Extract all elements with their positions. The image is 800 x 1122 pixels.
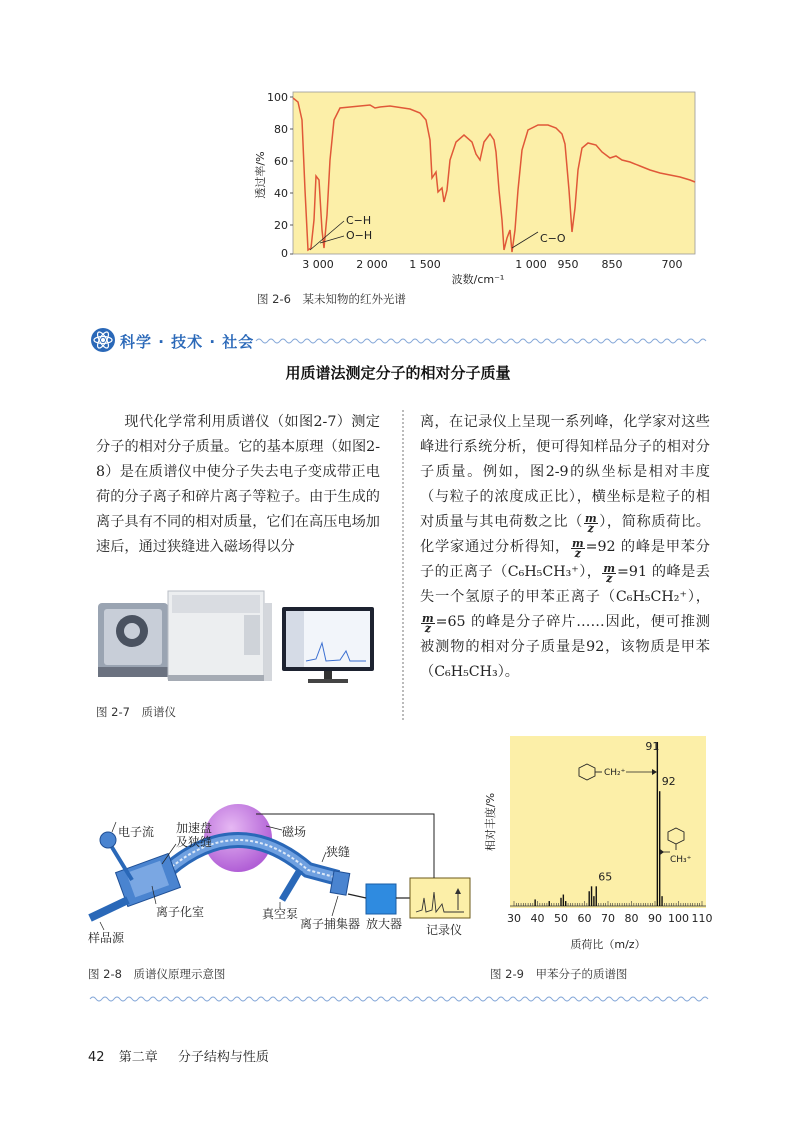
banner-wave-divider: [256, 337, 706, 345]
section-title: 用质谱法测定分子的相对分子质量: [285, 364, 511, 382]
ir-ytick: 40: [274, 187, 288, 200]
label-vacuum: 真空泵: [262, 907, 299, 921]
ir-xtick: 850: [601, 258, 623, 271]
right-text-3: =92 的峰是甲苯分子的正离子（C₆H₅CH₃⁺），: [420, 539, 710, 580]
right-text-2: ），简称质荷比。化学家通过分析得知，: [420, 514, 710, 555]
label-collector: 离子捕集器: [300, 917, 361, 931]
ms-ylabel: 相对丰度/%: [484, 792, 497, 852]
ion-92-label: CH₃⁺: [670, 855, 692, 865]
ms-xlabel: 质荷比（m/z）: [570, 938, 646, 951]
banner-title: 科学 · 技术 · 社会: [120, 333, 255, 351]
ir-xtick: 3 000: [302, 258, 334, 271]
label-electron: 电子流: [118, 825, 155, 839]
mass-spectrometer-schematic: [86, 800, 486, 950]
ir-ytick: 0: [281, 247, 288, 260]
ir-xtick: 1 500: [409, 258, 441, 271]
right-paragraph: [420, 410, 710, 685]
ir-ylabel: 透过率/%: [254, 151, 267, 199]
page-number: 42: [88, 1050, 105, 1065]
ms-xtick-label: 110: [691, 912, 713, 925]
ir-xtick: 2 000: [356, 258, 388, 271]
ir-ytick: 60: [274, 155, 288, 168]
ir-ytick: 20: [274, 219, 288, 232]
page-footer: [88, 1046, 269, 1065]
ir-xtick: 700: [661, 258, 683, 271]
right-text-4: =91 的峰是丢失一个氢原子的甲苯正离子（C₆H₅CH₂⁺），: [420, 564, 710, 605]
ms-xtick-label: 80: [624, 912, 639, 925]
amplifier-box: [366, 884, 396, 914]
ir-ytick: 100: [267, 91, 288, 104]
bottom-wave-divider: [90, 995, 706, 1003]
ms-xtick-label: 70: [601, 912, 615, 925]
ir-xtick: 1 000: [515, 258, 547, 271]
label-recorder: 记录仪: [426, 923, 463, 937]
ir-xtick: 950: [557, 258, 579, 271]
ms-xtick-label: 50: [554, 912, 568, 925]
right-text-5: =65 的峰是分子碎片……因此，便可推测被测物的相对分子质量是92，该物质是甲苯（C₆H₅CH₃）。: [420, 614, 710, 680]
fig29-caption: 图 2-9 甲苯分子的质谱图: [490, 967, 628, 981]
label-amp: 放大器: [366, 917, 403, 931]
fig26-caption: 图 2-6 某未知物的红外光谱: [257, 292, 406, 306]
ms-peak-label-92: 92: [661, 775, 676, 789]
fig28-caption: 图 2-8 质谱仪原理示意图: [88, 967, 226, 981]
ir-spectrum-chart: [250, 80, 700, 290]
ms-xtick-label: 60: [577, 912, 592, 925]
label-accel1: 加速盘: [176, 821, 213, 835]
label-sample: 样品源: [88, 931, 125, 945]
section-icon: [90, 327, 116, 353]
mz-fraction: $\frac{m}{z}$: [603, 562, 616, 585]
ir-xlabel: 波数/cm⁻¹: [451, 273, 505, 286]
label-accel2: 及狭缝: [176, 835, 213, 849]
column-separator: [402, 410, 404, 720]
chapter-title: 分子结构与性质: [177, 1050, 269, 1065]
label-slit: 狭缝: [326, 845, 351, 859]
mz-fraction: $\frac{m}{z}$: [571, 537, 584, 560]
fig27-caption: 图 2-7 质谱仪: [96, 705, 176, 719]
label-ionize: 离子化室: [156, 905, 205, 919]
mz-fraction: $\frac{m}{z}$: [584, 512, 597, 535]
ir-ann-oh: O−H: [346, 229, 373, 242]
ir-ytick: 80: [274, 123, 288, 136]
right-text-1: 离，在记录仪上呈现一系列峰，化学家对这些峰进行系统分析，便可得知样品分子的相对分子质量。例如，图2-9的纵坐标是相对丰度（与粒子的浓度成正比），横坐标是粒子的相对质量与其电荷数之比（: [420, 414, 710, 530]
ms-xtick-label: 40: [530, 912, 545, 925]
chapter-label: 第二章: [118, 1050, 158, 1065]
left-paragraph: 现代化学常利用质谱仪（如图2-7）测定分子的相对分子质量。它的基本原理（如图2-8）是在质谱仪中使分子失去电子变成带正电荷的分子离子和碎片离子等粒子。由于生成的离子具有不同的相对质量，它们在高压电场加速后，通过狭缝进入磁场得以分: [96, 414, 380, 555]
ion-91-label: CH₂⁺: [604, 768, 626, 778]
mass-spectrometer-photo: [94, 585, 384, 690]
mass-spectrum-chart: [486, 728, 712, 954]
label-magnet: 磁场: [282, 825, 307, 839]
ms-xtick-label: 30: [507, 912, 521, 925]
ms-peak-label-91: 91: [645, 740, 660, 753]
mz-fraction: $\frac{m}{z}$: [422, 612, 434, 635]
ms-xtick-label: 90: [648, 912, 662, 925]
ms-peak-label-65: 65: [598, 870, 613, 884]
ms-xtick-label: 100: [668, 912, 689, 925]
ir-ann-co: C−O: [540, 232, 566, 245]
ir-ann-ch: C−H: [346, 214, 372, 227]
